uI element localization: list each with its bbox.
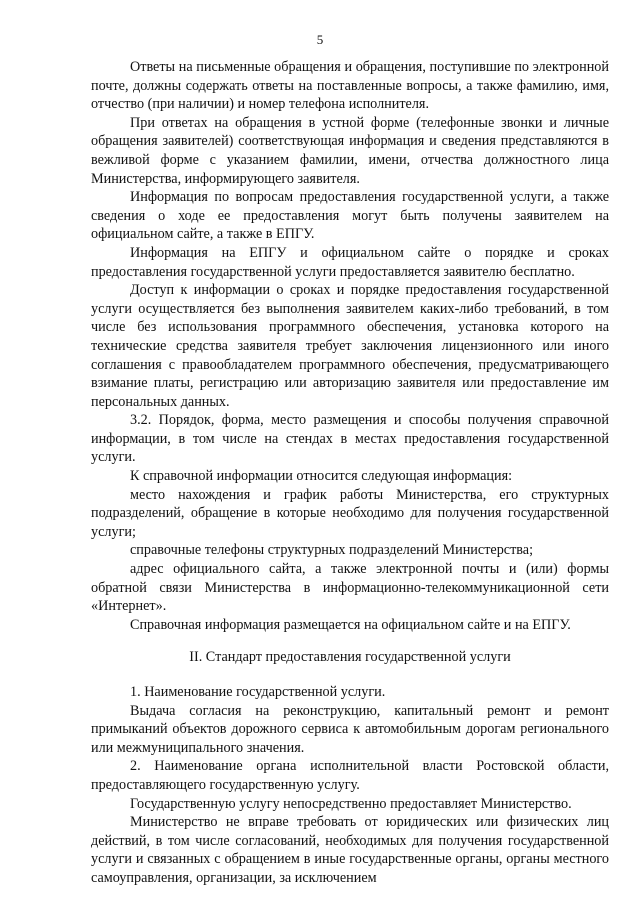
paragraph: Доступ к информации о сроках и порядке предоставления государственной услуги осуществляется без выполнения заявителем каких-либо требований, в том числе без использования программного обеспечения, установка которого на технические средства заявителя требует заключения лицензионного или иного соглашения с правообладателем программного обеспечения, предусматривающего взимание платы, регистрацию или авторизацию заявителя или предоставление им персональных данных. [91,282,609,410]
paragraph: При ответах на обращения в устной форме (телефонные звонки и личные обращения заявителей) соответствующая информация и сведения представляются в вежливой форме с указанием фамилии, имени, отчества должностного лица Министерства, информирующего заявителя. [91,114,609,187]
paragraph: место нахождения и график работы Министерства, его структурных подразделений, обращение в которые необходимо для получения государственной услуги; [91,486,609,540]
paragraph: 1. Наименование государственной услуги. [130,684,386,700]
paragraph: Выдача согласия на реконструкцию, капитальный ремонт и ремонт примыканий объектов дорожного сервиса к автомобильным дорогам регионального или межмуниципального значения. [91,702,609,756]
page-number: 5 [316,32,324,47]
paragraph: Государственную услугу непосредственно предоставляет Министерство. [130,795,572,812]
paragraph: Информация по вопросам предоставления государственной услуги, а также сведения о ходе ее предоставления могут быть получены заявителем на официальном сайте, а также в ЕПГУ. [91,189,609,243]
paragraph: справочные телефоны структурных подразделений Министерства; [130,542,534,559]
paragraph: адрес официального сайта, а также электронной почты и (или) формы обратной связи Министерства в информационно-телекоммуникационной сети «Интернет». [91,561,609,615]
paragraph: Информация на ЕПГУ и официальном сайте о порядке и сроках предоставления государственной услуги предоставляется заявителю бесплатно. [91,244,609,280]
section-heading: II. Стандарт предоставления государственной услуги [189,649,511,666]
paragraph: 3.2. Порядок, форма, место размещения и способы получения справочной информации, в том числе на стендах в местах предоставления государственной услуги. [91,412,609,466]
paragraph: 2. Наименование органа исполнительной власти Ростовской области, предоставляющего государственную услугу. [91,758,609,793]
paragraph: К справочной информации относится следующая информация: [130,468,513,485]
paragraph: Ответы на письменные обращения и обращения, поступившие по электронной почте, должны содержать ответы на поставленные вопросы, а также фамилию, имя, отчество (при наличии) и номер телефона исполнителя. [91,59,609,113]
paragraph: Министерство не вправе требовать от юридических или физических лиц действий, в том числе согласований, необходимых для получения государственной услуги и связанных с обращением в иные государственные органы, органы местного самоуправления, организации, за исключением [91,814,609,886]
paragraph: Справочная информация размещается на официальном сайте и на ЕПГУ. [130,616,571,633]
document-body [91,58,609,888]
